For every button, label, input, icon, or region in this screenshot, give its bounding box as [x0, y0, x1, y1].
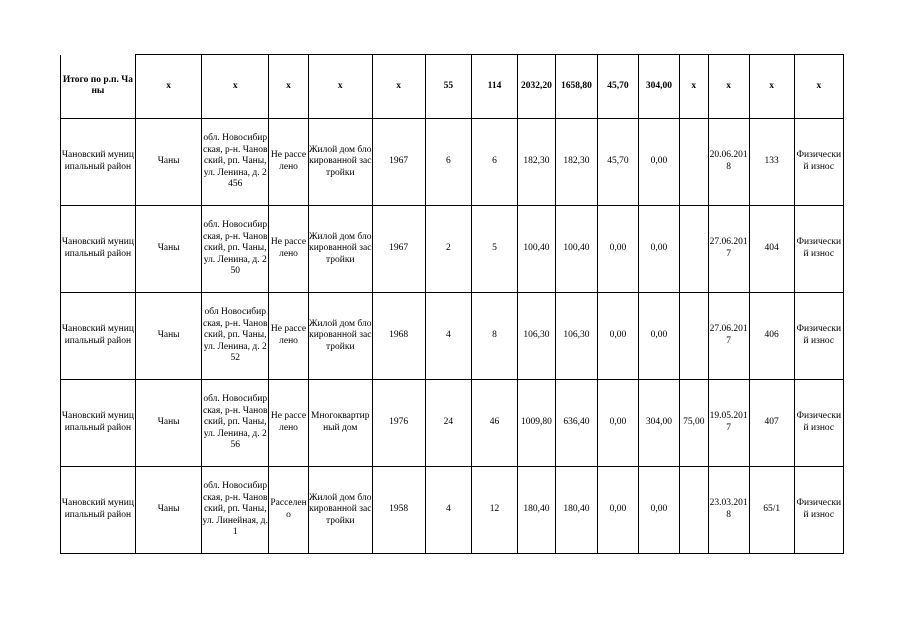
total-cell: 2032,20	[521, 80, 552, 91]
table-cell	[518, 467, 556, 554]
table-cell	[425, 380, 471, 467]
cell-text: 180,40	[523, 504, 550, 515]
table-cell	[518, 55, 556, 119]
table-cell	[597, 206, 638, 293]
cell-text: 27.06.2017	[709, 237, 748, 259]
table-cell	[518, 293, 556, 380]
table-cell	[555, 55, 597, 119]
table-cell	[202, 293, 269, 380]
table-cell	[679, 55, 708, 119]
table-cell	[309, 293, 373, 380]
cell-text: 106,30	[523, 330, 550, 341]
total-cell: х	[691, 80, 697, 91]
cell-text: Расселено	[270, 498, 307, 520]
table-cell	[749, 467, 794, 554]
cell-text: 100,40	[523, 243, 550, 254]
table-cell	[135, 119, 202, 206]
table-cell	[425, 467, 471, 554]
cell-text: 182,30	[523, 156, 550, 167]
table-cell	[135, 380, 202, 467]
cell-text: Чановский муниципальный район	[61, 150, 134, 172]
cell-text: 65/1	[763, 504, 781, 515]
total-cell: 304,00	[645, 80, 672, 91]
table-cell	[309, 119, 373, 206]
cell-text: 182,30	[563, 156, 590, 167]
table-cell	[61, 467, 136, 554]
cell-text: Жилой дом блокированной застройки	[309, 492, 372, 526]
table-cell	[269, 206, 309, 293]
table-cell	[309, 206, 373, 293]
cell-text: 19.05.2017	[709, 411, 748, 433]
table-cell	[135, 293, 202, 380]
total-cell: х	[396, 80, 402, 91]
table-cell	[372, 206, 425, 293]
cell-text: 23.03.2018	[709, 498, 748, 520]
table-cell	[135, 55, 202, 119]
table-cell	[309, 55, 373, 119]
cell-text: обл. Новосибирская, р-н. Чановский, рп. Чаны, ул. Ленина, д. 2456	[202, 133, 268, 190]
register-table	[60, 54, 844, 554]
table-cell	[679, 467, 708, 554]
table-cell	[425, 119, 471, 206]
table-cell	[425, 293, 471, 380]
cell-text: Чаны	[157, 243, 180, 254]
cell-text: 2	[445, 243, 451, 254]
table-cell	[708, 380, 749, 467]
cell-text: 12	[489, 504, 500, 515]
cell-text: обл. Новосибирская, р-н. Чановский, рп. Чаны, ул. Ленина, д. 256	[202, 394, 268, 451]
table-cell	[202, 206, 269, 293]
cell-text: 1967	[389, 156, 409, 167]
table-cell	[471, 55, 517, 119]
table-cell	[708, 467, 749, 554]
table-cell	[471, 293, 517, 380]
cell-text: Физический износ	[796, 411, 842, 433]
table-cell	[309, 380, 373, 467]
table-cell	[471, 119, 517, 206]
cell-text: 4	[445, 504, 451, 515]
table-cell	[202, 380, 269, 467]
cell-text: 1009,80	[521, 417, 552, 428]
table-cell	[372, 55, 425, 119]
table-cell	[708, 119, 749, 206]
table-cell	[679, 293, 708, 380]
table-cell	[471, 206, 517, 293]
table-cell	[679, 206, 708, 293]
cell-text: обл Новосибирская, р-н. Чановский, рп. Чаны, ул. Ленина, д. 252	[202, 307, 268, 364]
table-cell	[372, 380, 425, 467]
cell-text: 180,40	[563, 504, 590, 515]
table-cell	[597, 467, 638, 554]
table-cell	[202, 55, 269, 119]
cell-text: обл. Новосибирская, р-н. Чановский, рп. Чаны, ул. Линейная, д. 1	[202, 481, 268, 538]
table-cell	[269, 119, 309, 206]
cell-text: Чаны	[157, 156, 180, 167]
table-cell	[471, 380, 517, 467]
table-cell	[597, 55, 638, 119]
table-cell	[749, 293, 794, 380]
table-cell	[749, 55, 794, 119]
total-cell: х	[726, 80, 731, 91]
table-cell	[708, 55, 749, 119]
table-cell	[597, 119, 638, 206]
total-cell: 55	[443, 80, 454, 91]
cell-text: Чаны	[157, 504, 180, 515]
table-cell	[638, 380, 679, 467]
total-cell: х	[337, 80, 343, 91]
cell-text: 100,40	[563, 243, 590, 254]
table-cell	[749, 206, 794, 293]
table-cell	[61, 206, 136, 293]
table-cell	[638, 55, 679, 119]
table-cell	[679, 380, 708, 467]
table-cell	[794, 206, 843, 293]
cell-text: 6	[492, 156, 497, 167]
cell-text: 4	[445, 330, 451, 341]
table-cell	[135, 467, 202, 554]
table-row	[61, 380, 844, 467]
table-cell	[372, 293, 425, 380]
total-cell: х	[286, 80, 291, 91]
table-cell	[269, 380, 309, 467]
cell-text: 0,00	[650, 504, 668, 515]
total-cell: 45,70	[607, 80, 629, 91]
cell-text: Физический износ	[796, 237, 842, 259]
total-cell: 1658,80	[561, 80, 592, 91]
cell-text: Жилой дом блокированной застройки	[309, 231, 372, 265]
cell-text: Чаны	[157, 330, 180, 341]
table-cell	[794, 55, 843, 119]
cell-text: 75,00	[683, 417, 705, 428]
table-cell	[202, 119, 269, 206]
table-cell	[61, 293, 136, 380]
cell-text: Физический износ	[796, 324, 842, 346]
cell-text: Физический износ	[796, 498, 842, 520]
cell-text: 404	[764, 243, 779, 254]
cell-text: 0,00	[650, 243, 668, 254]
cell-text: Чановский муниципальный район	[61, 498, 134, 520]
table-cell	[794, 380, 843, 467]
cell-text: 133	[764, 156, 779, 167]
table-row	[61, 467, 844, 554]
table-cell	[749, 380, 794, 467]
cell-text: 1968	[389, 330, 409, 341]
table-cell	[794, 119, 843, 206]
cell-text: 636,40	[563, 417, 590, 428]
table-cell	[638, 293, 679, 380]
table-cell	[794, 467, 843, 554]
cell-text: 407	[764, 417, 779, 428]
cell-text: 45,70	[607, 156, 629, 167]
cell-text: Чановский муниципальный район	[61, 237, 134, 259]
table-cell	[708, 206, 749, 293]
table-cell	[309, 467, 373, 554]
cell-text: 0,00	[650, 156, 668, 167]
table-cell	[518, 206, 556, 293]
table-cell	[679, 119, 708, 206]
cell-text: Физический износ	[796, 150, 842, 172]
table-cell	[135, 206, 202, 293]
table-cell	[555, 206, 597, 293]
cell-text: 5	[492, 243, 497, 254]
table-cell	[555, 119, 597, 206]
table-row	[61, 119, 844, 206]
cell-text: Жилой дом блокированной застройки	[309, 318, 372, 352]
table-cell	[61, 119, 136, 206]
cell-text: 24	[443, 417, 454, 428]
table-row	[61, 206, 844, 293]
table-cell	[794, 293, 843, 380]
cell-text: обл. Новосибирская, р-н. Чановский, рп. Чаны, ул. Ленина, д. 250	[202, 220, 268, 277]
cell-text: 0,00	[609, 504, 627, 515]
cell-text: 8	[492, 330, 497, 341]
total-cell: х	[232, 80, 238, 91]
cell-text: 0,00	[650, 330, 668, 341]
cell-text: Не расселено	[270, 324, 307, 346]
table-row	[61, 293, 844, 380]
cell-text: 27.06.2017	[709, 324, 748, 346]
cell-text: 0,00	[609, 243, 627, 254]
table-cell	[269, 55, 309, 119]
cell-text: 1976	[389, 417, 409, 428]
cell-text: Чаны	[157, 417, 180, 428]
cell-text: 46	[489, 417, 500, 428]
cell-text: 6	[445, 156, 451, 167]
table-cell	[749, 119, 794, 206]
cell-text: 1967	[389, 243, 409, 254]
table-cell	[518, 380, 556, 467]
table-cell	[638, 467, 679, 554]
table-cell	[61, 380, 136, 467]
table-cell	[555, 467, 597, 554]
total-cell: х	[816, 80, 822, 91]
table-cell	[269, 467, 309, 554]
total-row	[61, 55, 844, 119]
table-cell	[708, 293, 749, 380]
cell-text: 304,00	[645, 417, 672, 428]
table-cell	[269, 293, 309, 380]
cell-text: Не расселено	[270, 150, 307, 172]
table-cell	[518, 119, 556, 206]
table-cell	[597, 380, 638, 467]
total-cell: 114	[487, 80, 502, 91]
cell-text: 406	[764, 330, 779, 341]
table-cell	[202, 467, 269, 554]
table-cell	[425, 55, 471, 119]
table-cell	[555, 293, 597, 380]
total-cell: х	[769, 80, 775, 91]
cell-text: 20.06.2018	[709, 150, 748, 172]
table-body	[61, 55, 844, 554]
table-cell	[638, 206, 679, 293]
cell-text: Чановский муниципальный район	[61, 411, 134, 433]
table-cell	[555, 380, 597, 467]
table-cell	[597, 293, 638, 380]
cell-text: 0,00	[609, 417, 627, 428]
table-cell	[471, 467, 517, 554]
total-cell: х	[166, 80, 171, 91]
table-cell	[372, 467, 425, 554]
cell-text: 106,30	[563, 330, 590, 341]
cell-text: Не расселено	[270, 411, 307, 433]
cell-text: Жилой дом блокированной застройки	[309, 144, 372, 178]
table-cell	[425, 206, 471, 293]
table-cell	[61, 55, 136, 119]
table-cell	[372, 119, 425, 206]
table-cell	[638, 119, 679, 206]
cell-text: 0,00	[609, 330, 627, 341]
cell-text: Чановский муниципальный район	[61, 324, 134, 346]
cell-text: 1958	[389, 504, 409, 515]
cell-text: Многоквартирный дом	[311, 411, 370, 433]
cell-text: Не расселено	[270, 237, 307, 259]
total-label: Итого по р.п. Чаны	[62, 74, 133, 97]
